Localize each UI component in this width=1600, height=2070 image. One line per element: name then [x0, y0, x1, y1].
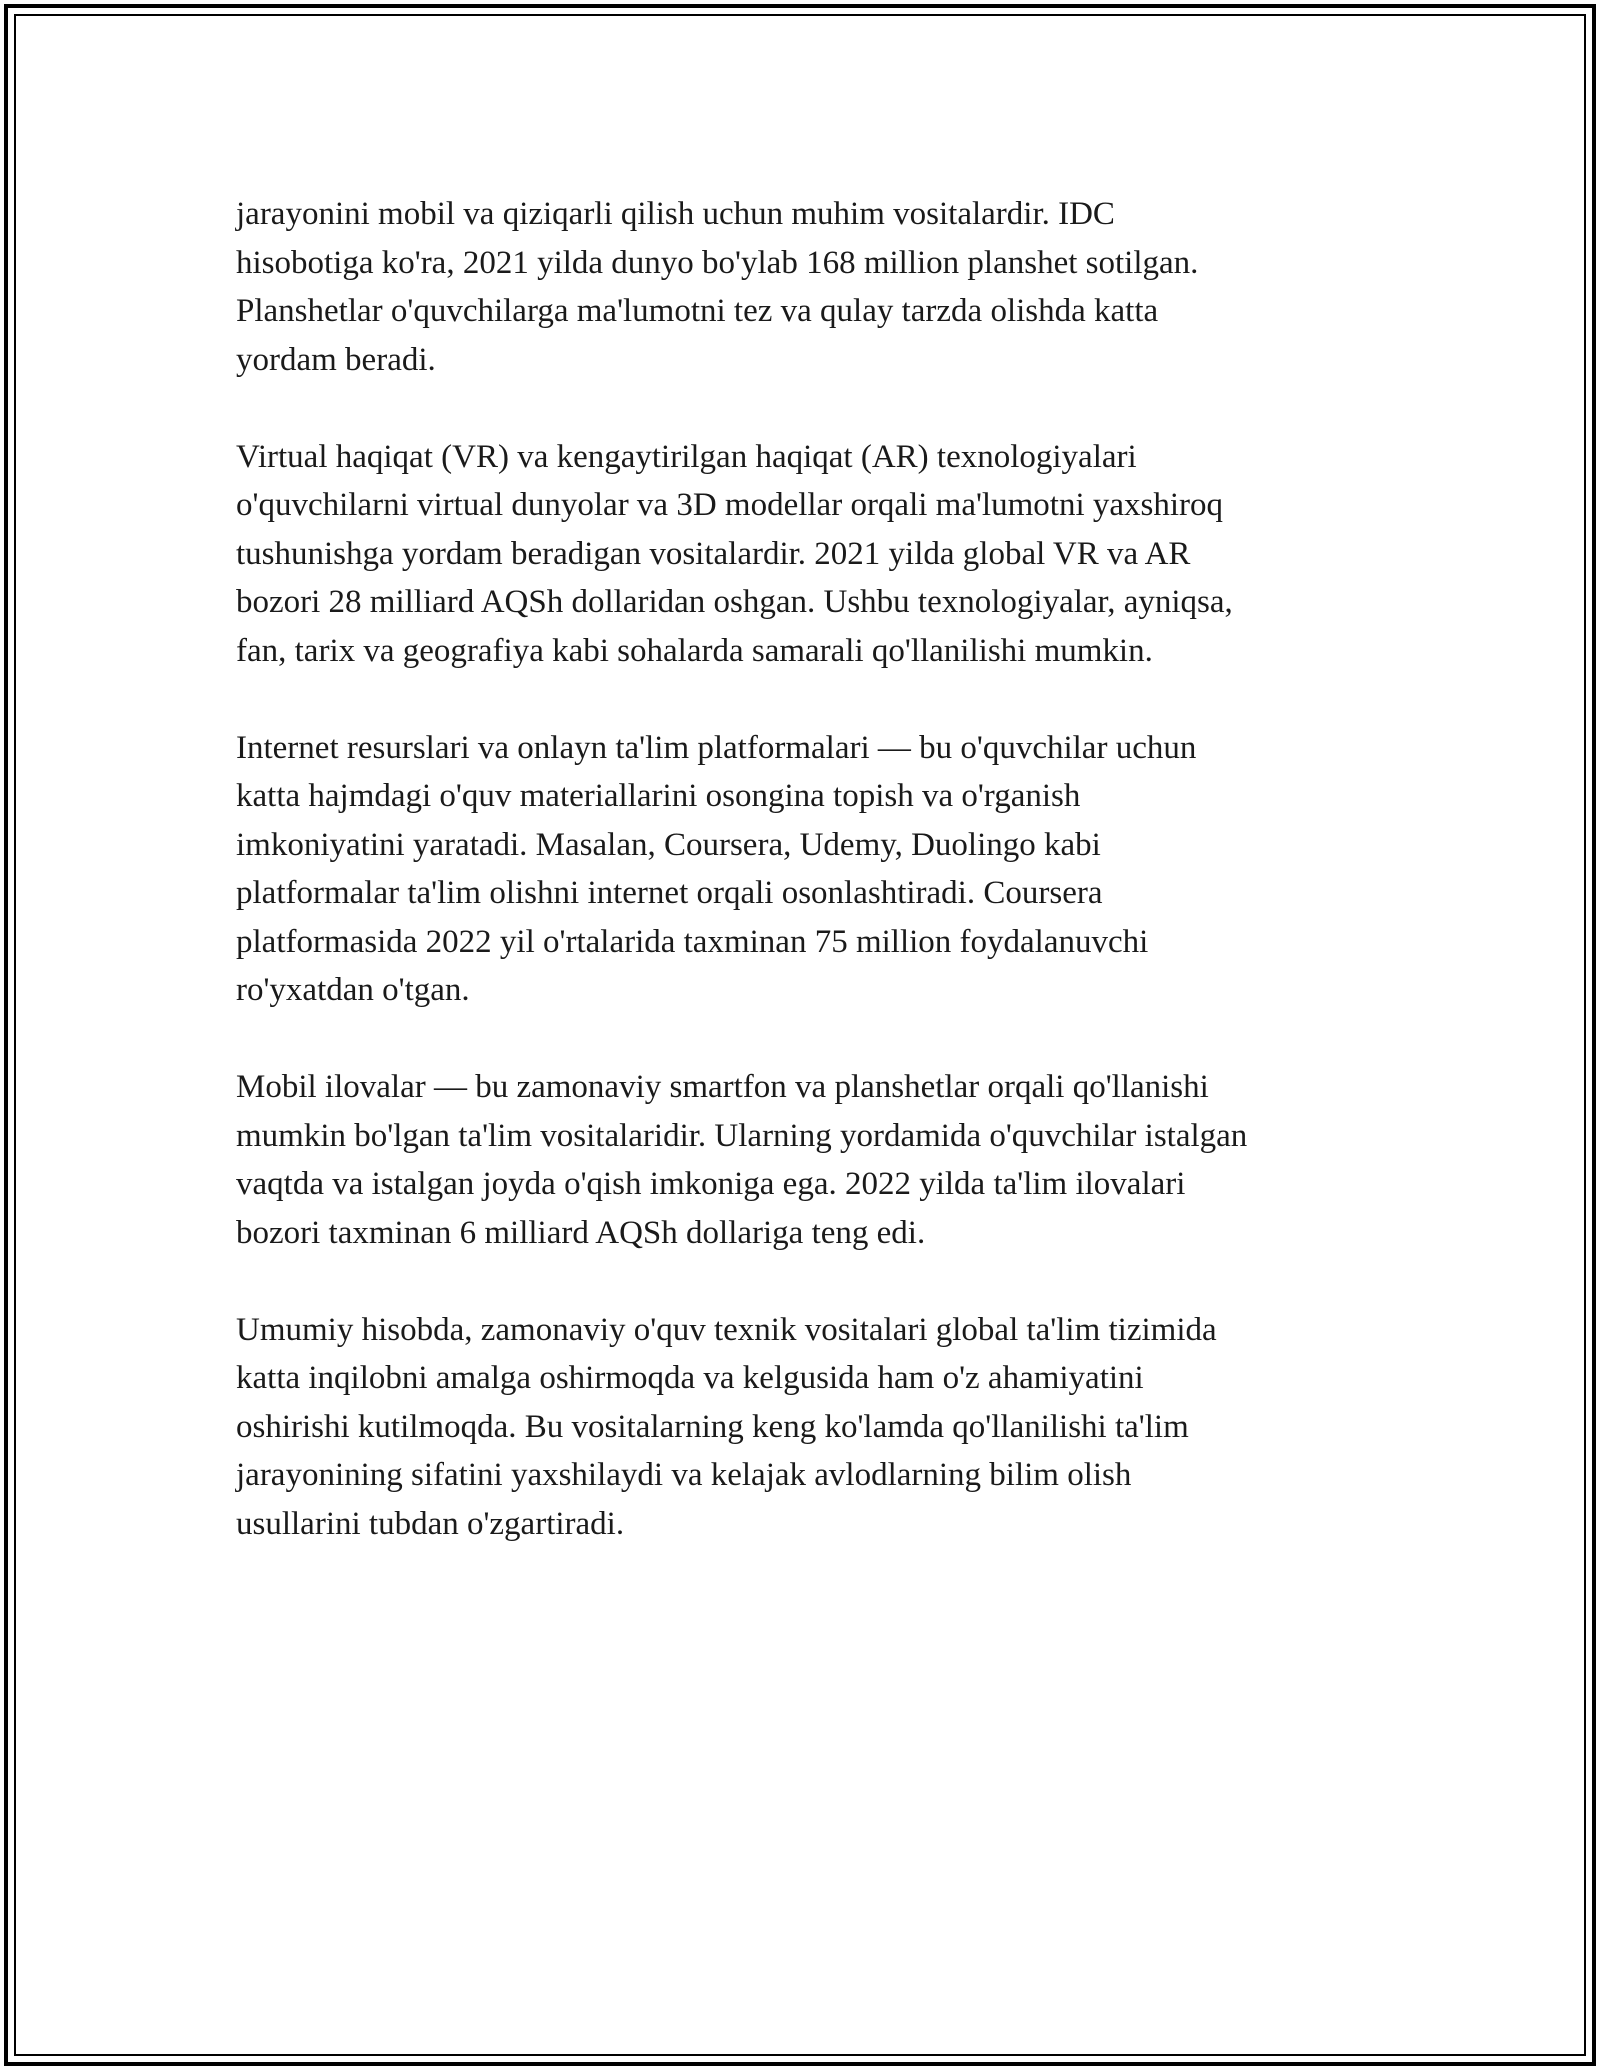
text-line: jarayonini mobil va qiziqarli qilish uchun muhim vositalardir. IDC [236, 196, 1115, 232]
text-line: vaqtda va istalgan joyda o'qish imkoniga ega. 2022 yilda ta'lim ilovalari [236, 1166, 1186, 1202]
paragraph-tablets [236, 190, 1386, 384]
text-line: imkoniyatini yaratadi. Masalan, Coursera, Udemy, Duolingo kabi [236, 826, 1101, 863]
text-line: bozori 28 milliard AQSh dollaridan oshgan. Ushbu texnologiyalar, ayniqsa, [236, 584, 1233, 620]
text-line: Virtual haqiqat (VR) va kengaytirilgan haqiqat (AR) texnologiyalari [236, 438, 1137, 475]
paragraph-online-platforms [236, 724, 1386, 1015]
text-line: oshirishi kutilmoqda. Bu vositalarning keng ko'lamda qo'llanilishi ta'lim [236, 1408, 1189, 1445]
text-line: platformalar ta'lim olishni internet orqali osonlashtiradi. Coursera [236, 875, 1103, 911]
text-line: Internet resurslari va onlayn ta'lim platformalari — bu o'quvchilar uchun [236, 729, 1197, 766]
text-line: hisobotiga ko'ra, 2021 yilda dunyo bo'ylab 168 million planshet sotilgan. [236, 244, 1199, 281]
text-line: Umumiy hisobda, zamonaviy o'quv texnik vositalari global ta'lim tizimida [236, 1311, 1217, 1348]
paragraph-vr-ar [236, 433, 1386, 676]
text-line: katta hajmdagi o'quv materiallarini osongina topish va o'rganish [236, 778, 1081, 814]
text-line: mumkin bo'lgan ta'lim vositalaridir. Ularning yordamida o'quvchilar istalgan [236, 1117, 1248, 1154]
text-line: o'quvchilarni virtual dunyolar va 3D modellar orqali ma'lumotni yaxshiroq [236, 487, 1224, 523]
text-line: Planshetlar o'quvchilarga ma'lumotni tez va qulay tarzda olishda katta [236, 293, 1159, 329]
text-line: platformasida 2022 yil o'rtalarida taxminan 75 million foydalanuvchi [236, 923, 1149, 960]
paragraph-mobile-apps [236, 1063, 1386, 1257]
text-line: fan, tarix va geografiya kabi sohalarda samarali qo'llanilishi mumkin. [236, 632, 1153, 669]
paragraph-conclusion [236, 1306, 1386, 1549]
text-line: Mobil ilovalar — bu zamonaviy smartfon va planshetlar orqali qo'llanishi [236, 1069, 1209, 1105]
text-line: jarayonining sifatini yaxshilaydi va kelajak avlodlarning bilim olish [236, 1457, 1132, 1493]
text-line: tushunishga yordam beradigan vositalardir. 2021 yilda global VR va AR [236, 535, 1191, 572]
text-line: katta inqilobni amalga oshirmoqda va kelgusida ham o'z ahamiyatini [236, 1360, 1144, 1396]
text-line: bozori taxminan 6 milliard AQSh dollariga teng edi. [236, 1214, 926, 1251]
text-line: usullarini tubdan o'zgartiradi. [236, 1505, 625, 1542]
text-line: ro'yxatdan o'tgan. [236, 972, 470, 1008]
document-body [236, 190, 1386, 1548]
text-line: yordam beradi. [236, 341, 436, 378]
